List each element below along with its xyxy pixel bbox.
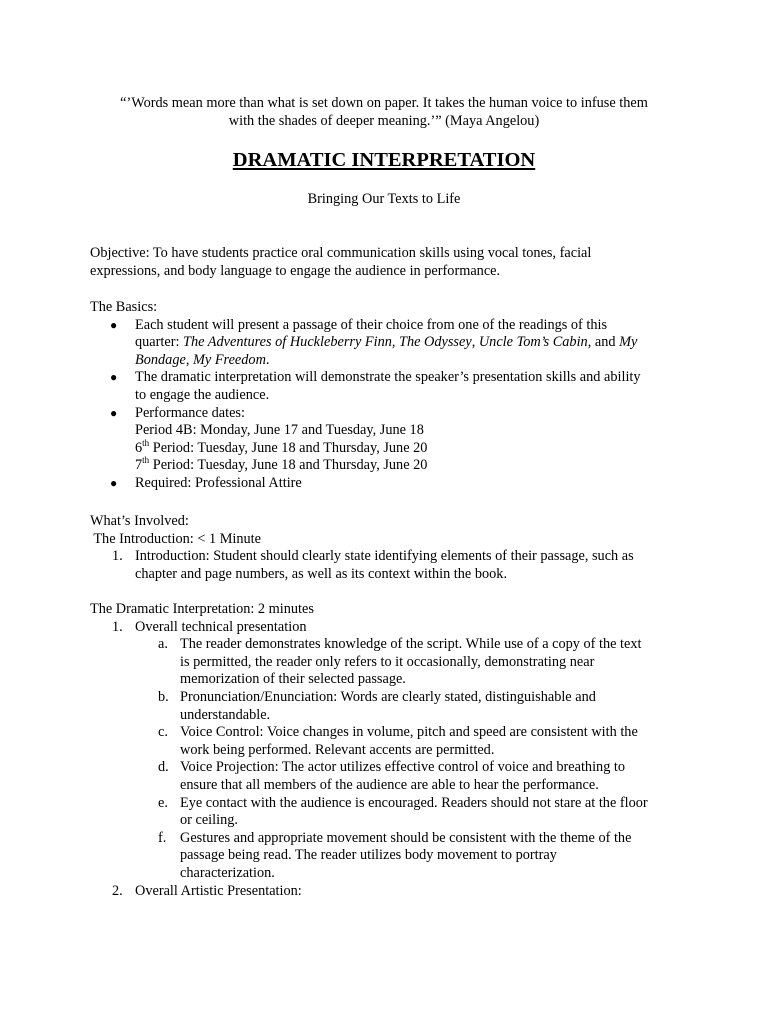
document-title: DRAMATIC INTERPRETATION [232, 149, 536, 171]
objective-paragraph [90, 245, 680, 280]
criteria-text: characterization. [180, 864, 275, 881]
list-item [90, 317, 680, 370]
list-number: 2. [112, 882, 123, 899]
basics-heading: The Basics: [90, 299, 158, 315]
list-number: 1. [112, 548, 123, 565]
book-title: The Odyssey [399, 334, 472, 351]
bullet-text: The dramatic interpretation will demonstrate the speaker’s presentation skills and ability [135, 369, 641, 386]
criteria-item [90, 830, 680, 883]
criteria-text: Voice Control: Voice changes in volume, pitch and speed are consistent with the [180, 724, 638, 741]
list-item [90, 548, 680, 583]
performance-date: 7th Period: Tuesday, June 18 and Thursday, June 20 [135, 455, 428, 474]
criteria-text: Gestures and appropriate movement should be consistent with the theme of the [180, 829, 632, 846]
introduction-list [90, 548, 680, 583]
basics-section [90, 299, 680, 493]
criteria-text: memorization of their selected passage. [180, 671, 406, 688]
bullet-icon: ● [110, 370, 118, 385]
involved-heading: What’s Involved: [90, 513, 189, 529]
list-letter: a. [158, 636, 168, 653]
performance-date: Period 4B: Monday, June 17 and Tuesday, June 18 [135, 422, 424, 439]
criteria-text: Pronunciation/Enunciation: Words are clearly stated, distinguishable and [180, 688, 596, 705]
bullet-icon: ● [110, 317, 118, 332]
criteria-item [90, 795, 680, 830]
list-item [90, 883, 680, 901]
list-text: Introduction: Student should clearly state identifying elements of their passage, such as [135, 548, 634, 565]
list-letter: d. [158, 759, 169, 776]
list-letter: c. [158, 724, 168, 741]
criteria-text: The reader demonstrates knowledge of the script. While use of a copy of the text [180, 636, 642, 653]
criteria-item [90, 724, 680, 759]
list-text: Overall Artistic Presentation: [135, 882, 302, 899]
list-item [90, 619, 680, 637]
objective-line-2: expressions, and body language to engage the audience in performance. [90, 262, 501, 279]
bullet-text: Bondage, My Freedom. [135, 351, 270, 368]
bullet-text: Performance dates: [135, 404, 245, 421]
book-title: My Freedom [192, 351, 266, 368]
list-item [90, 405, 680, 475]
dramatic-heading: The Dramatic Interpretation: 2 minutes [90, 601, 314, 617]
list-text: Overall technical presentation [135, 618, 307, 635]
bullet-text: to engage the audience. [135, 386, 270, 403]
bullet-text: quarter: The Adventures of Huckleberry Finn, The Odyssey, Uncle Tom’s Cabin, and My [135, 334, 638, 351]
list-letter: f. [158, 829, 167, 846]
bullet-text: Each student will present a passage of their choice from one of the readings of this [135, 316, 608, 333]
technical-criteria-list [90, 636, 680, 882]
criteria-text: or ceiling. [180, 812, 238, 829]
dramatic-list-continued [90, 883, 680, 901]
dramatic-list [90, 619, 680, 637]
book-title: Bondage [135, 351, 186, 368]
criteria-text: is permitted, the reader only refers to it occasionally, demonstrating near [180, 653, 595, 670]
criteria-text: understandable. [180, 706, 271, 723]
criteria-item [90, 689, 680, 724]
criteria-text: Voice Projection: The actor utilizes effective control of voice and breathing to [180, 759, 626, 776]
performance-date: 6th Period: Tuesday, June 18 and Thursday, June 20 [135, 437, 428, 456]
criteria-text: ensure that all members of the audience are able to hear the performance. [180, 776, 599, 793]
quote-line-1: “’Words mean more than what is set down on paper. It takes the human voice to infuse them [120, 95, 648, 111]
list-text: chapter and page numbers, as well as its context within the book. [135, 565, 508, 582]
criteria-item [90, 759, 680, 794]
book-title: My [619, 334, 638, 351]
book-title: Uncle Tom’s Cabin [478, 334, 588, 351]
criteria-text: passage being read. The reader utilizes body movement to portray [180, 847, 557, 864]
quote-line-2: with the shades of deeper meaning.’” (Maya Angelou) [228, 112, 540, 129]
document-subtitle: Bringing Our Texts to Life [307, 191, 461, 207]
bullet-text: Required: Professional Attire [135, 474, 302, 491]
list-letter: b. [158, 688, 169, 705]
bullet-icon: ● [110, 405, 118, 420]
list-letter: e. [158, 794, 168, 811]
bullet-icon: ● [110, 475, 118, 490]
basics-list [90, 317, 680, 493]
epigraph-quote [90, 95, 678, 130]
criteria-item [90, 636, 680, 689]
book-title: The Adventures of Huckleberry Finn [183, 334, 392, 351]
introduction-heading: The Introduction: < 1 Minute [90, 530, 261, 547]
list-item [90, 369, 680, 404]
involved-section [90, 513, 680, 583]
list-number: 1. [112, 618, 123, 635]
criteria-text: Eye contact with the audience is encouraged. Readers should not stare at the floor [180, 794, 648, 811]
list-item [90, 475, 680, 493]
criteria-text: work being performed. Relevant accents are permitted. [180, 741, 495, 758]
objective-line-1: Objective: To have students practice oral communication skills using vocal tones, facial [90, 245, 592, 261]
dramatic-section [90, 601, 680, 900]
